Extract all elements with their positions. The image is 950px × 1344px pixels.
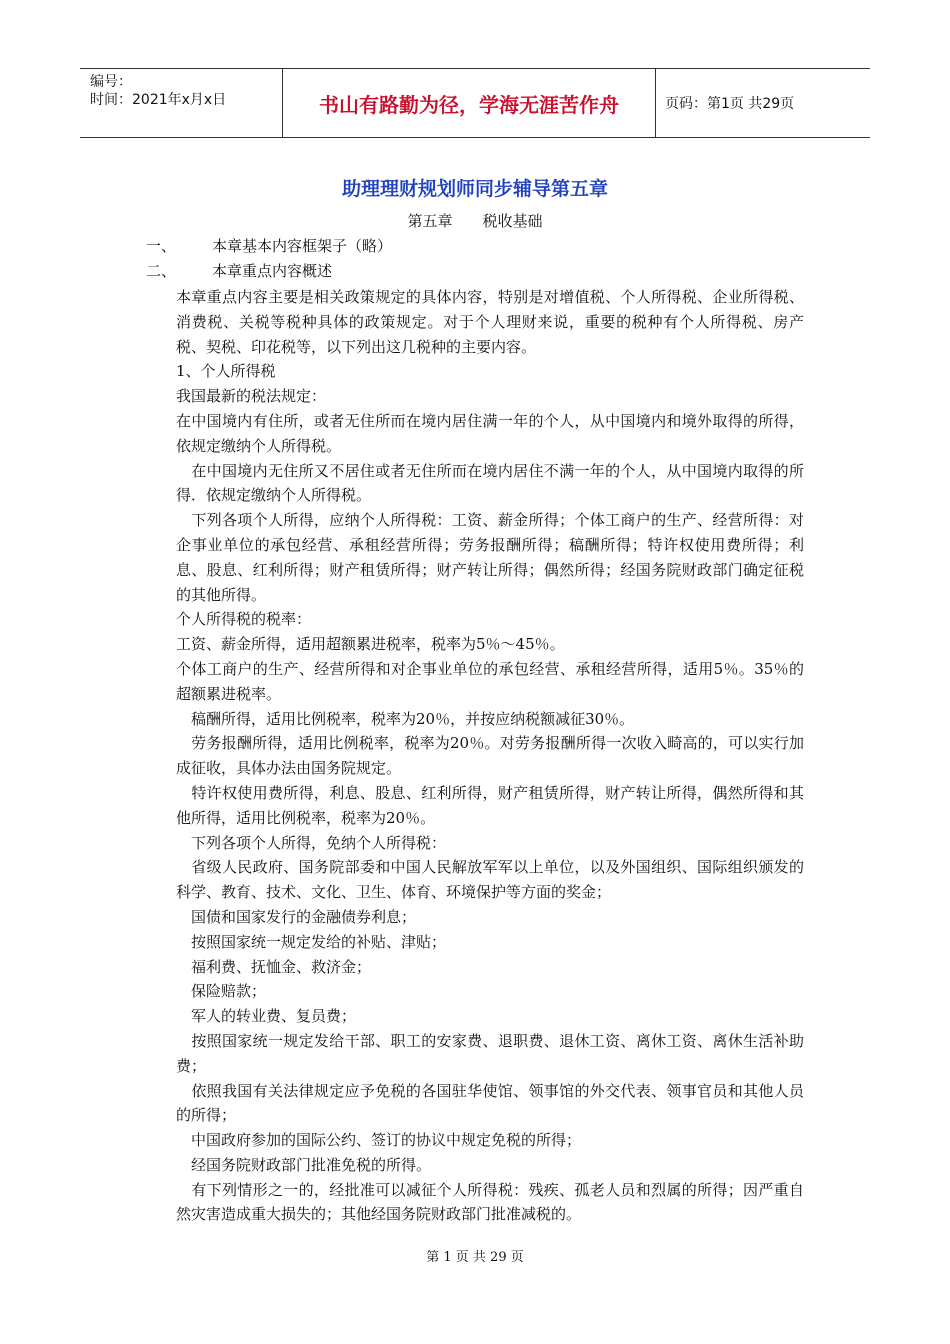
document-title: 助理理财规划师同步辅导第五章 <box>341 178 608 200</box>
header-meta-cell <box>80 69 280 137</box>
paragraph: 军人的转业费、复员费； <box>176 1007 357 1026</box>
document-number-label: 编号： <box>90 74 132 90</box>
paragraph: 在中国境内无住所又不居住或者无住所而在境内居住不满一年的个人，从中国境内取得的所得．依规定缴纳个人所得税。 <box>176 461 804 505</box>
paragraph: 福利费、抚恤金、救济金； <box>176 957 372 976</box>
paragraph: 有下列情形之一的，经批准可以减征个人所得税：残疾、孤老人员和烈属的所得；因严重自然灾害造成重大损失的；其他经国务院财政部门批准减税的。 <box>176 1180 804 1224</box>
paragraph: 稿酬所得，适用比例税率，税率为20％，并按应纳税额减征30％。 <box>176 709 635 728</box>
paragraph: 个体工商户的生产、经营所得和对企事业单位的承包经营、承租经营所得，适用5％。35％的超额累进税率。 <box>176 659 804 703</box>
header-motto: 书山有路勤为径，学海无涯苦作舟 <box>282 69 656 137</box>
section-text: 本章基本内容框架子（略） <box>212 237 393 255</box>
document-body <box>176 285 804 1227</box>
paragraph: 经国务院财政部门批准免税的所得。 <box>176 1155 432 1174</box>
paragraph: 国债和国家发行的金融债券利息； <box>176 907 417 926</box>
paragraph: 中国政府参加的国际公约、签订的协议中规定免税的所得； <box>176 1131 582 1150</box>
paragraph: 个人所得税的税率： <box>176 610 312 629</box>
paragraph: 特许权使用费所得，利息、股息、红利所得，财产租赁所得，财产转让所得，偶然所得和其他所得，适用比例税率，税率为20％。 <box>176 783 804 827</box>
chapter-number: 第五章 <box>407 212 453 230</box>
section-number: 一、 <box>146 237 177 255</box>
chapter-topic: 税收基础 <box>482 212 543 230</box>
paragraph: 本章重点内容主要是相关政策规定的具体内容，特别是对增值税、个人所得税、企业所得税、消费税、关税等税种具体的政策规定。对于个人理财来说，重要的税种有个人所得税、房产税、契税、印花税等，以下列出这几税种的主要内容。 <box>176 288 804 356</box>
paragraph: 下列各项个人所得，应纳个人所得税：工资、薪金所得；个体工商户的生产、经营所得：对企事业单位的承包经营、承租经营所得；劳务报酬所得；稿酬所得；特许权使用费所得；利息、股息、红利所得；财产租赁所得；财产转让所得；偶然所得；经国务院财政部门确定征税的其他所得。 <box>176 511 804 604</box>
paragraph: 我国最新的税法规定： <box>176 387 327 406</box>
section-heading <box>146 236 392 256</box>
paragraph: 省级人民政府、国务院部委和中国人民解放军军以上单位，以及外国组织、国际组织颁发的科学、教育、技术、文化、卫生、体育、环境保护等方面的奖金； <box>176 858 804 902</box>
paragraph: 保险赔款； <box>176 982 267 1001</box>
header-table <box>80 68 870 138</box>
section-heading <box>146 261 332 281</box>
section-text: 本章重点内容概述 <box>212 262 333 280</box>
paragraph: 按照国家统一规定发给的补贴、津贴； <box>176 932 447 951</box>
header-page-info: 页码：第1页 共29页 <box>665 96 795 112</box>
page-footer: 第 1 页 共 29 页 <box>426 1250 524 1265</box>
paragraph: 按照国家统一规定发给干部、职工的安家费、退职费、退休工资、离休工资、离休生活补助费； <box>176 1031 804 1075</box>
section-number: 二、 <box>146 262 177 280</box>
paragraph: 依照我国有关法律规定应予免税的各国驻华使馆、领事馆的外交代表、领事官员和其他人员的所得； <box>176 1081 804 1125</box>
paragraph: 在中国境内有住所，或者无住所而在境内居住满一年的个人，从中国境内和境外取得的所得，依规定缴纳个人所得税。 <box>176 411 804 455</box>
document-date: 时间：2021年x月x日 <box>90 92 227 108</box>
paragraph: 工资、薪金所得，适用超额累进税率，税率为5％～45％。 <box>176 635 565 654</box>
paragraph: 下列各项个人所得，免纳个人所得税： <box>176 833 447 852</box>
paragraph: 1、个人所得税 <box>176 362 276 381</box>
chapter-heading <box>0 210 950 231</box>
paragraph: 劳务报酬所得，适用比例税率，税率为20％。对劳务报酬所得一次收入畸高的，可以实行加成征收，具体办法由国务院规定。 <box>176 734 804 778</box>
